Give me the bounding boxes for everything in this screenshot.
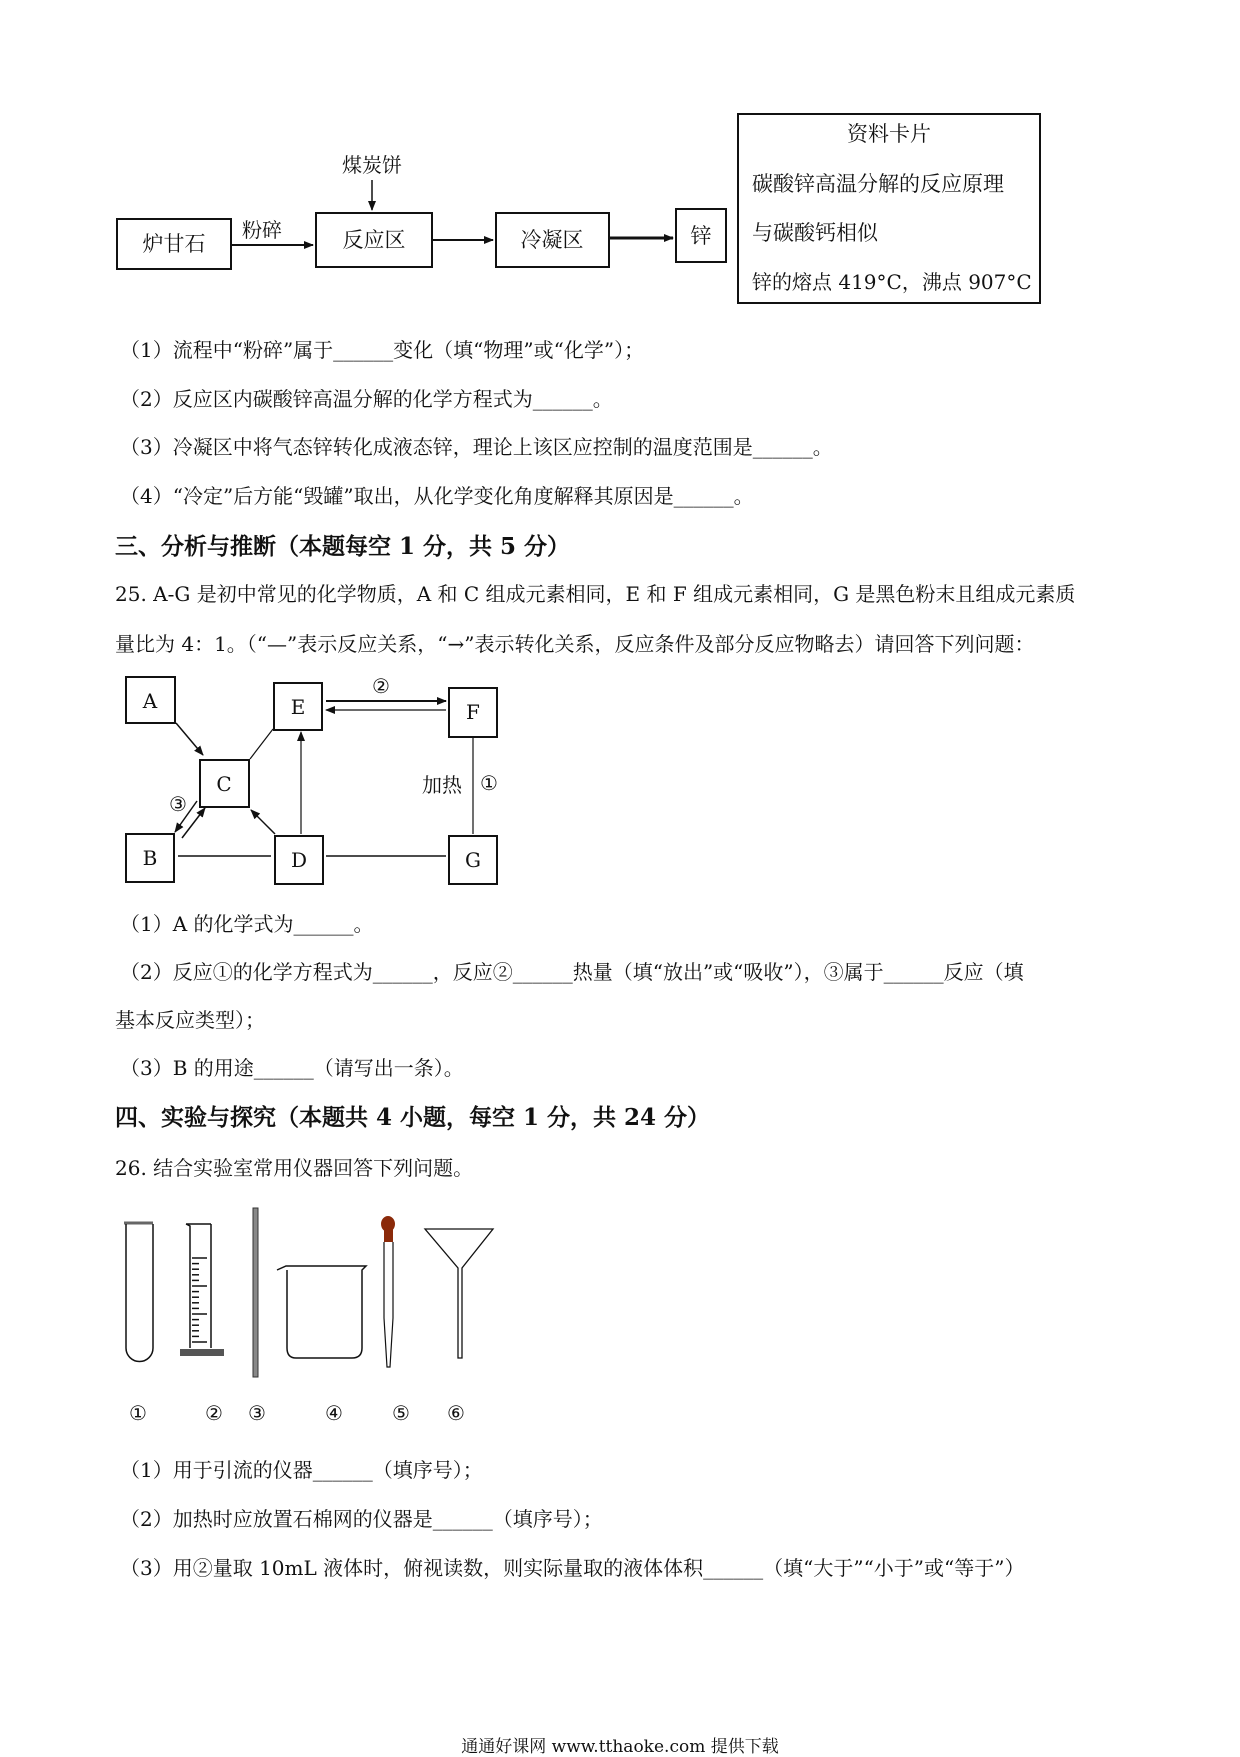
q24-4: （4）“冷定”后方能“毁罐”取出，从化学变化角度解释其原因是______。	[120, 484, 754, 508]
instrument-label-5: ⑤	[392, 1401, 410, 1425]
node-c-label: C	[216, 772, 232, 796]
instrument-label-2: ②	[205, 1401, 223, 1425]
dropper	[381, 1216, 395, 1367]
footer: 通通好课网 www.tthaoke.com 提供下载	[461, 1737, 779, 1757]
info-card-line2: 与碳酸钙相似	[752, 221, 878, 245]
funnel	[425, 1229, 493, 1358]
instrument-labels	[129, 1401, 465, 1425]
arrow-d-c	[251, 810, 275, 834]
node-a-label: A	[142, 689, 158, 713]
box-raw-label: 炉甘石	[142, 232, 206, 256]
q24-2: （2）反应区内碳酸锌高温分解的化学方程式为______。	[120, 387, 613, 411]
graduated-cylinder	[180, 1224, 224, 1356]
q25-2a: （2）反应①的化学方程式为______，反应②______热量（填“放出”或“吸收”），③属于______反应（填	[120, 960, 1024, 984]
info-card-line1: 碳酸锌高温分解的反应原理	[752, 172, 1004, 196]
node-e-label: E	[290, 695, 306, 719]
flowchart	[117, 114, 1040, 303]
reaction-2-label: ②	[372, 674, 390, 698]
q25-stem-1: 25. A-G 是初中常见的化学物质，A 和 C 组成元素相同，E 和 F 组成元素相同，G 是黑色粉末且组成元素质	[115, 582, 1076, 606]
node-d-label: D	[290, 848, 308, 872]
instrument-label-3: ③	[248, 1401, 266, 1425]
info-card-line3: 锌的熔点 419°C，沸点 907°C	[752, 270, 1032, 294]
q25-stem-2: 量比为 4：1。（“—”表示反应关系，“→”表示转化关系，反应条件及部分反应物略去）请回答下列问题：	[115, 632, 1035, 656]
q25-1: （1）A 的化学式为______。	[120, 912, 374, 936]
crush-label: 粉碎	[242, 218, 282, 242]
node-b-label: B	[142, 846, 158, 870]
instrument-label-6: ⑥	[447, 1401, 465, 1425]
instrument-label-1: ①	[129, 1401, 147, 1425]
node-f-label: F	[466, 700, 480, 724]
instruments	[124, 1208, 493, 1377]
q26-stem: 26. 结合实验室常用仪器回答下列问题。	[115, 1156, 474, 1180]
beaker	[277, 1266, 366, 1358]
box-reaction-label: 反应区	[342, 228, 406, 252]
q24-3: （3）冷凝区中将气态锌转化成液态锌，理论上该区应控制的温度范围是______。	[120, 435, 833, 459]
instrument-label-4: ④	[325, 1401, 343, 1425]
q24-1: （1）流程中“粉碎”属于______变化（填“物理”或“化学”）；	[120, 338, 645, 362]
glass-rod	[253, 1208, 258, 1377]
reaction-3-label: ③	[169, 792, 187, 816]
heat-label: 加热	[422, 773, 462, 797]
q26-3: （3）用②量取 10mL 液体时，俯视读数，则实际量取的液体体积______（填“大于”“小于”或“等于”）	[120, 1556, 1025, 1580]
box-zinc-label: 锌	[690, 224, 712, 248]
box-condense-label: 冷凝区	[520, 228, 584, 252]
q25-3: （3）B 的用途______（请写出一条）。	[120, 1056, 464, 1080]
node-g-label: G	[465, 848, 481, 872]
inference-labels	[142, 674, 498, 872]
test-tube	[124, 1223, 153, 1362]
arrow-a-c	[176, 723, 203, 755]
section-4-heading: 四、实验与探究（本题共 4 小题，每空 1 分，共 24 分）	[115, 1104, 711, 1131]
reaction-1-label: ①	[480, 771, 498, 795]
info-card-title: 资料卡片	[847, 122, 931, 146]
q26-1: （1）用于引流的仪器______（填序号）；	[120, 1458, 483, 1482]
link-e-c	[250, 729, 273, 759]
section-3-heading: 三、分析与推断（本题每空 1 分，共 5 分）	[115, 533, 571, 560]
q26-2: （2）加热时应放置石棉网的仪器是______（填序号）；	[120, 1507, 603, 1531]
fuel-label: 煤炭饼	[342, 153, 402, 177]
q25-2b: 基本反应类型）；	[115, 1008, 265, 1032]
